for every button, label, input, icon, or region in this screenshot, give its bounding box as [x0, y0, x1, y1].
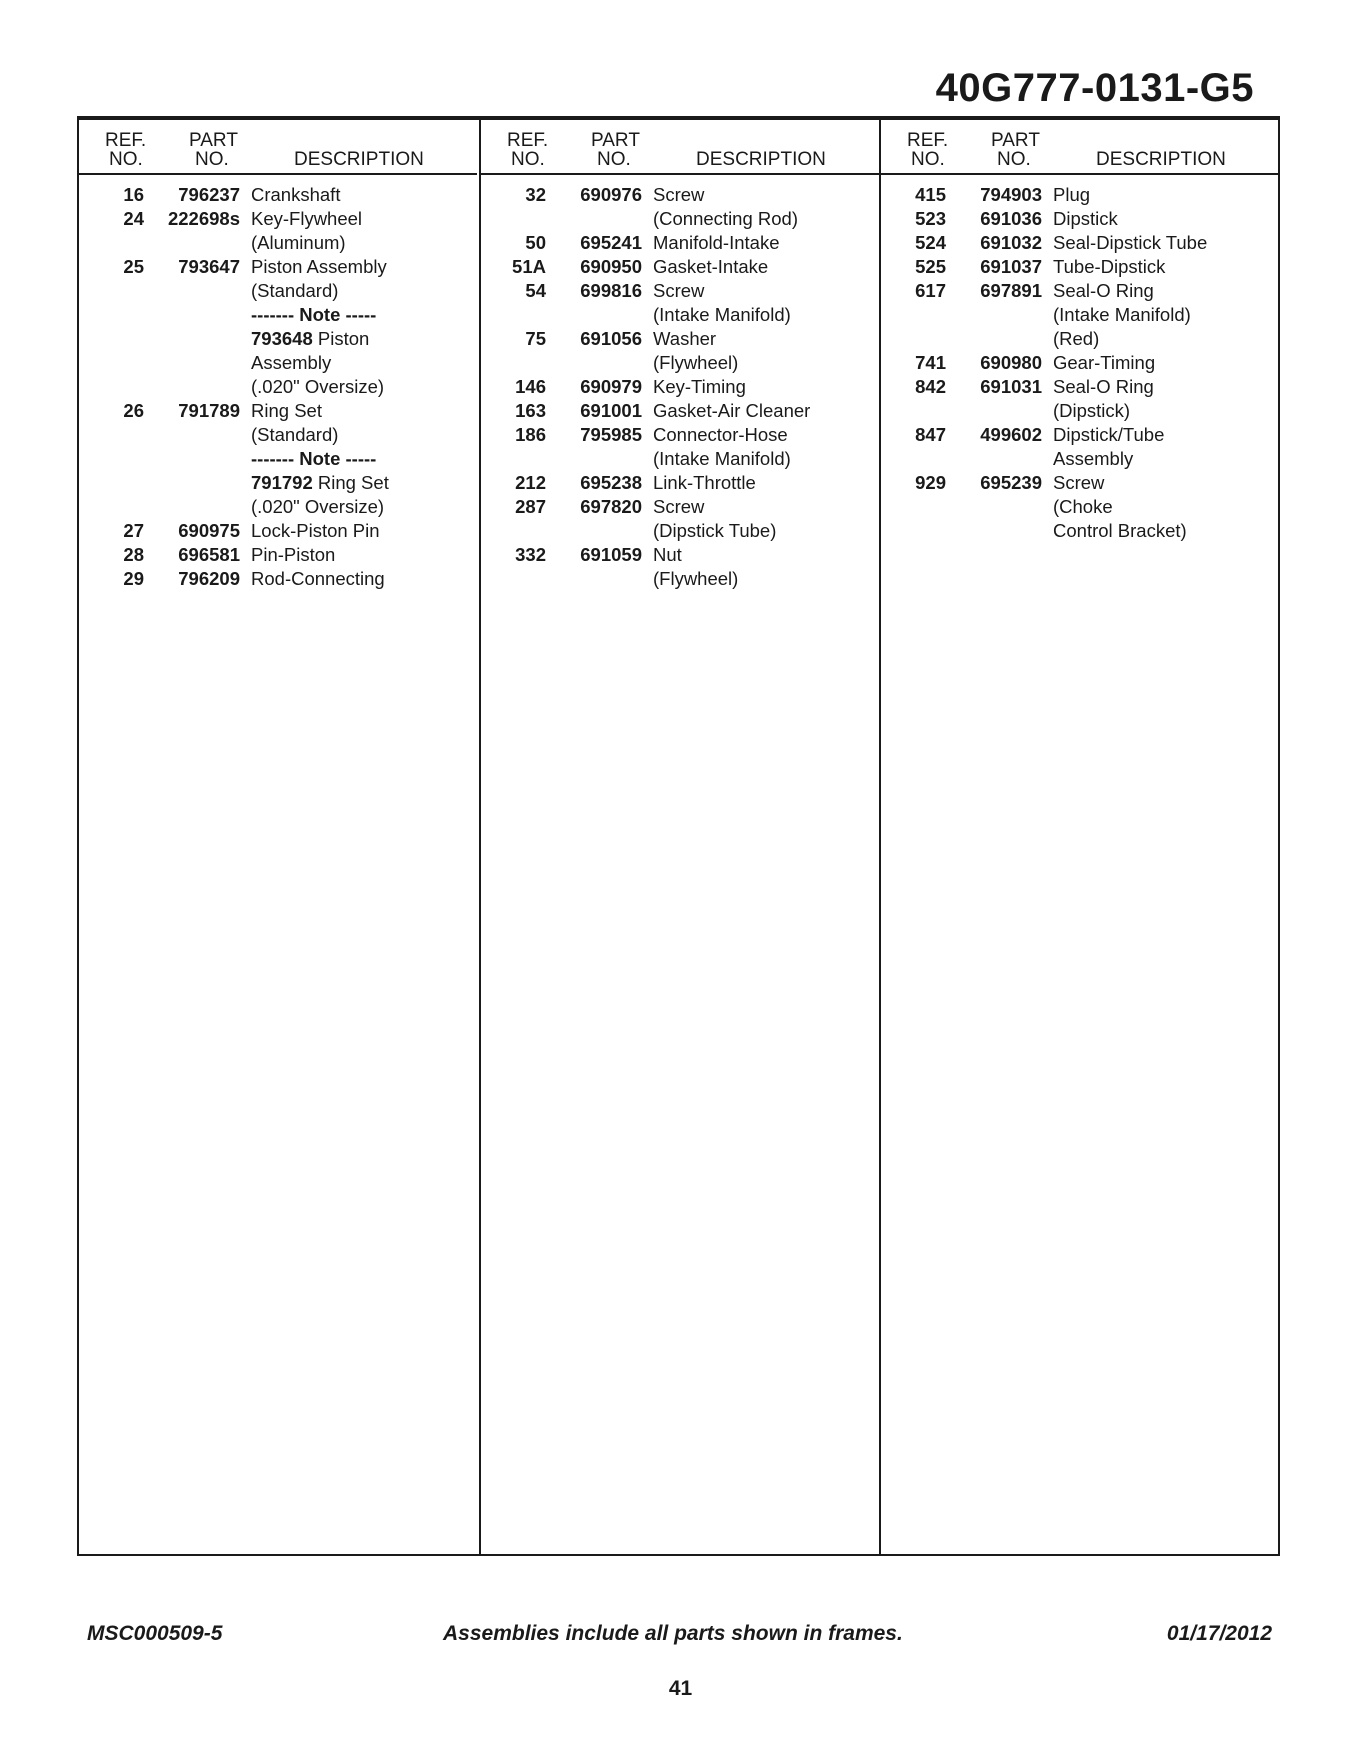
part-description: (Red) [1053, 328, 1100, 349]
part-description [251, 447, 376, 471]
table-row [881, 375, 1280, 399]
part-number: 691037 [980, 256, 1042, 277]
ref-number: 54 [525, 280, 546, 301]
part-number: 794903 [980, 184, 1042, 205]
part-description: Link-Throttle [653, 472, 756, 493]
part-description: Pin-Piston [251, 544, 336, 565]
part-description [251, 327, 369, 351]
parts-rows [481, 183, 879, 591]
part-number: 699816 [580, 280, 642, 301]
ref-number: 847 [915, 424, 946, 445]
part-number: 695238 [580, 472, 642, 493]
table-row [481, 207, 879, 231]
part-number: 795985 [580, 424, 642, 445]
ref-number: 212 [515, 472, 546, 493]
table-row [79, 447, 477, 471]
ref-number: 28 [123, 544, 144, 565]
part-description: (Standard) [251, 424, 339, 445]
part-number: 695241 [580, 232, 642, 253]
header-ref-no: NO. [911, 149, 945, 170]
description-text: Ring Set [312, 472, 389, 493]
part-description: Assembly [251, 352, 332, 373]
table-row [79, 231, 477, 255]
part-description: Screw [653, 184, 705, 205]
part-number: 691032 [980, 232, 1042, 253]
header-part-no: NO. [597, 149, 631, 170]
ref-number: 842 [915, 376, 946, 397]
ref-number: 929 [915, 472, 946, 493]
part-description: Washer [653, 328, 717, 349]
part-description [251, 471, 389, 495]
table-row [79, 399, 477, 423]
table-row [481, 495, 879, 519]
table-row [481, 567, 879, 591]
part-number: 691059 [580, 544, 642, 565]
part-description: Gasket-Air Cleaner [653, 400, 811, 421]
header-part: PART [991, 130, 1040, 151]
table-row [881, 471, 1280, 495]
part-description: Manifold-Intake [653, 232, 780, 253]
note-bold-text: ------- Note ----- [251, 448, 377, 469]
table-row [79, 471, 477, 495]
ref-number: 415 [915, 184, 946, 205]
part-description: Plug [1053, 184, 1091, 205]
footer-note: Assemblies include all parts shown in frames. [443, 1622, 903, 1645]
part-description [251, 303, 376, 327]
header-part-no: NO. [997, 149, 1031, 170]
ref-number: 27 [123, 520, 144, 541]
ref-number: 32 [525, 184, 546, 205]
parts-column-1 [79, 120, 477, 1556]
part-description: Control Bracket) [1053, 520, 1187, 541]
table-row [481, 519, 879, 543]
table-row [481, 399, 879, 423]
part-description: (Aluminum) [251, 232, 346, 253]
part-description: (Intake Manifold) [653, 448, 791, 469]
table-row [79, 183, 477, 207]
header-ref-no: NO. [511, 149, 545, 170]
parts-table [77, 116, 1280, 1558]
note-bold-text: 791792 [251, 472, 313, 493]
part-description: Key-Timing [653, 376, 746, 397]
table-row [481, 471, 879, 495]
note-bold-text: ------- Note ----- [251, 304, 377, 325]
ref-number: 25 [123, 256, 144, 277]
table-row [881, 351, 1280, 375]
part-description: (Intake Manifold) [653, 304, 791, 325]
part-description: (Choke [1053, 496, 1113, 517]
table-row [881, 255, 1280, 279]
ref-number: 524 [915, 232, 946, 253]
part-description: Assembly [1053, 448, 1134, 469]
ref-number: 146 [515, 376, 546, 397]
part-number: 690950 [580, 256, 642, 277]
table-row [881, 447, 1280, 471]
ref-number: 617 [915, 280, 946, 301]
part-number: 695239 [980, 472, 1042, 493]
table-row [481, 183, 879, 207]
ref-number: 24 [123, 208, 144, 229]
document-number: 40G777-0131-G5 [935, 66, 1254, 110]
header-ref-no: NO. [109, 149, 143, 170]
part-description: Crankshaft [251, 184, 341, 205]
column-header [481, 120, 879, 175]
table-row [79, 495, 477, 519]
table-row [79, 279, 477, 303]
footer-doc-code: MSC000509-5 [87, 1622, 223, 1645]
part-number: 690975 [178, 520, 240, 541]
ref-number: 523 [915, 208, 946, 229]
ref-number: 186 [515, 424, 546, 445]
part-description: Dipstick [1053, 208, 1118, 229]
table-row [481, 303, 879, 327]
part-description: Ring Set [251, 400, 322, 421]
header-description: DESCRIPTION [696, 149, 826, 170]
table-row [881, 207, 1280, 231]
parts-rows [79, 183, 477, 591]
header-part: PART [591, 130, 640, 151]
part-description: Seal-Dipstick Tube [1053, 232, 1208, 253]
description-text: Piston [312, 328, 370, 349]
table-row [481, 255, 879, 279]
part-description: (Dipstick Tube) [653, 520, 777, 541]
part-description: Connector-Hose [653, 424, 788, 445]
table-row [79, 567, 477, 591]
header-part-no: NO. [195, 149, 229, 170]
part-description: Gasket-Intake [653, 256, 769, 277]
part-description: Gear-Timing [1053, 352, 1156, 373]
part-number: 796237 [178, 184, 240, 205]
part-description: Rod-Connecting [251, 568, 385, 589]
table-row [481, 231, 879, 255]
ref-number: 29 [123, 568, 144, 589]
part-number: 691056 [580, 328, 642, 349]
part-description: Seal-O Ring [1053, 376, 1154, 397]
part-description: (Connecting Rod) [653, 208, 798, 229]
table-row [881, 519, 1280, 543]
parts-rows [881, 183, 1280, 543]
table-row [481, 543, 879, 567]
part-description: Nut [653, 544, 682, 565]
header-ref: REF. [507, 130, 549, 151]
table-row [481, 447, 879, 471]
table-row [79, 543, 477, 567]
table-row [79, 423, 477, 447]
header-part: PART [189, 130, 238, 151]
ref-number: 16 [123, 184, 144, 205]
ref-number: 26 [123, 400, 144, 421]
table-row [481, 351, 879, 375]
part-number: 691036 [980, 208, 1042, 229]
ref-number: 50 [525, 232, 546, 253]
part-description: (Flywheel) [653, 568, 739, 589]
header-ref: REF. [907, 130, 949, 151]
table-row [481, 327, 879, 351]
part-number: 696581 [178, 544, 240, 565]
part-description: Key-Flywheel [251, 208, 363, 229]
part-description: (Intake Manifold) [1053, 304, 1191, 325]
part-number: 691001 [580, 400, 642, 421]
part-number: 791789 [178, 400, 240, 421]
column-header [79, 120, 477, 175]
part-description: Screw [1053, 472, 1105, 493]
header-ref: REF. [105, 130, 147, 151]
part-number: 499602 [980, 424, 1042, 445]
table-row [881, 399, 1280, 423]
part-description: (Flywheel) [653, 352, 739, 373]
ref-number: 525 [915, 256, 946, 277]
ref-number: 332 [515, 544, 546, 565]
part-description: Piston Assembly [251, 256, 387, 277]
table-row [881, 183, 1280, 207]
table-row [79, 519, 477, 543]
table-row [79, 327, 477, 351]
ref-number: 163 [515, 400, 546, 421]
table-row [881, 495, 1280, 519]
table-row [881, 303, 1280, 327]
part-description: Seal-O Ring [1053, 280, 1154, 301]
part-description: Lock-Piston Pin [251, 520, 380, 541]
part-number: 697891 [980, 280, 1042, 301]
table-row [79, 255, 477, 279]
page-number: 41 [668, 1677, 693, 1700]
part-number: 796209 [178, 568, 240, 589]
ref-number: 741 [915, 352, 946, 373]
table-row [881, 327, 1280, 351]
table-row [79, 351, 477, 375]
part-description: (.020" Oversize) [251, 496, 385, 517]
part-number: 690980 [980, 352, 1042, 373]
header-description: DESCRIPTION [294, 149, 424, 170]
parts-column-2 [479, 120, 879, 1556]
ref-number: 51A [512, 256, 546, 277]
part-number: 690976 [580, 184, 642, 205]
footer-date: 01/17/2012 [1166, 1622, 1272, 1645]
table-row [881, 423, 1280, 447]
note-bold-text: 793648 [251, 328, 313, 349]
part-number: 697820 [580, 496, 642, 517]
table-row [481, 423, 879, 447]
table-row [79, 303, 477, 327]
parts-column-3 [879, 120, 1280, 1556]
part-description: (Dipstick) [1053, 400, 1131, 421]
ref-number: 75 [525, 328, 546, 349]
header-description: DESCRIPTION [1096, 149, 1226, 170]
table-row [79, 375, 477, 399]
part-number: 691031 [980, 376, 1042, 397]
table-row [79, 207, 477, 231]
part-description: (Standard) [251, 280, 339, 301]
table-row [881, 279, 1280, 303]
part-description: Dipstick/Tube [1053, 424, 1165, 445]
ref-number: 287 [515, 496, 546, 517]
part-number: 222698s [167, 208, 240, 229]
table-row [481, 279, 879, 303]
part-number: 690979 [580, 376, 642, 397]
table-row [881, 231, 1280, 255]
part-description: (.020" Oversize) [251, 376, 385, 397]
part-description: Screw [653, 496, 705, 517]
column-header [881, 120, 1280, 175]
part-description: Tube-Dipstick [1053, 256, 1166, 277]
part-description: Screw [653, 280, 705, 301]
table-row [481, 375, 879, 399]
part-number: 793647 [178, 256, 240, 277]
